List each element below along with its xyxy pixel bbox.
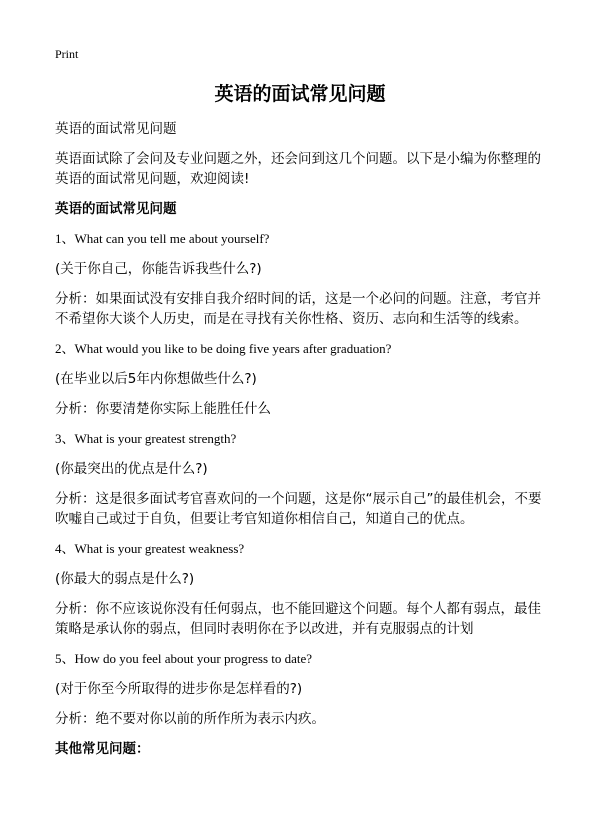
print-label: Print bbox=[55, 47, 79, 61]
question-analysis: 分析：你要清楚你实际上能胜任什么 bbox=[55, 401, 271, 417]
question-text: 2、What would you like to be doing five years after graduation? bbox=[55, 341, 392, 356]
question-text: 3、What is your greatest strength? bbox=[55, 431, 237, 446]
question-translation: (对于你至今所取得的进步你是怎样看的?) bbox=[55, 681, 303, 697]
question-text: 1、What can you tell me about yourself? bbox=[55, 231, 270, 246]
question-item bbox=[55, 339, 550, 419]
question-translation: (你最大的弱点是什么?) bbox=[55, 571, 195, 587]
question-analysis: 分析：绝不要对你以前的所作所为表示内疚。 bbox=[55, 711, 325, 727]
question-analysis: 分析：如果面试没有安排自我介绍时间的话，这是一个必问的问题。注意，考官并不希望你大谈个人历史，而是在寻找有关你性格、资历、志向和生活等的线索。 bbox=[55, 291, 541, 327]
question-analysis: 分析：这是很多面试考官喜欢问的一个问题，这是你“展示自己”的最佳机会，不要吹嘘自己或过于自负，但要让考官知道你相信自己，知道自己的优点。 bbox=[55, 491, 542, 527]
question-item bbox=[55, 539, 550, 639]
question-text: 4、What is your greatest weakness? bbox=[55, 541, 245, 556]
page-title: 英语的面试常见问题 bbox=[214, 83, 386, 105]
question-item bbox=[55, 649, 550, 729]
document-body bbox=[55, 119, 550, 769]
question-item bbox=[55, 229, 550, 329]
other-questions-heading: 其他常见问题： bbox=[55, 741, 150, 757]
question-analysis: 分析：你不应该说你没有任何弱点，也不能回避这个问题。每个人都有弱点，最佳策略是承认你的弱点，但同时表明你在予以改进，并有克服弱点的计划 bbox=[55, 601, 541, 637]
intro-paragraph: 英语面试除了会问及专业问题之外，还会问到这几个问题。以下是小编为你整理的英语的面试常见问题，欢迎阅读! bbox=[55, 151, 541, 187]
question-item bbox=[55, 429, 550, 529]
question-text: 5、How do you feel about your progress to date? bbox=[55, 651, 313, 666]
question-translation: (关于你自己，你能告诉我些什么?) bbox=[55, 261, 262, 277]
question-translation: (在毕业以后5年内你想做些什么?) bbox=[55, 371, 257, 387]
subtitle: 英语的面试常见问题 bbox=[55, 121, 177, 137]
section-heading: 英语的面试常见问题 bbox=[55, 201, 177, 217]
question-translation: (你最突出的优点是什么?) bbox=[55, 461, 208, 477]
